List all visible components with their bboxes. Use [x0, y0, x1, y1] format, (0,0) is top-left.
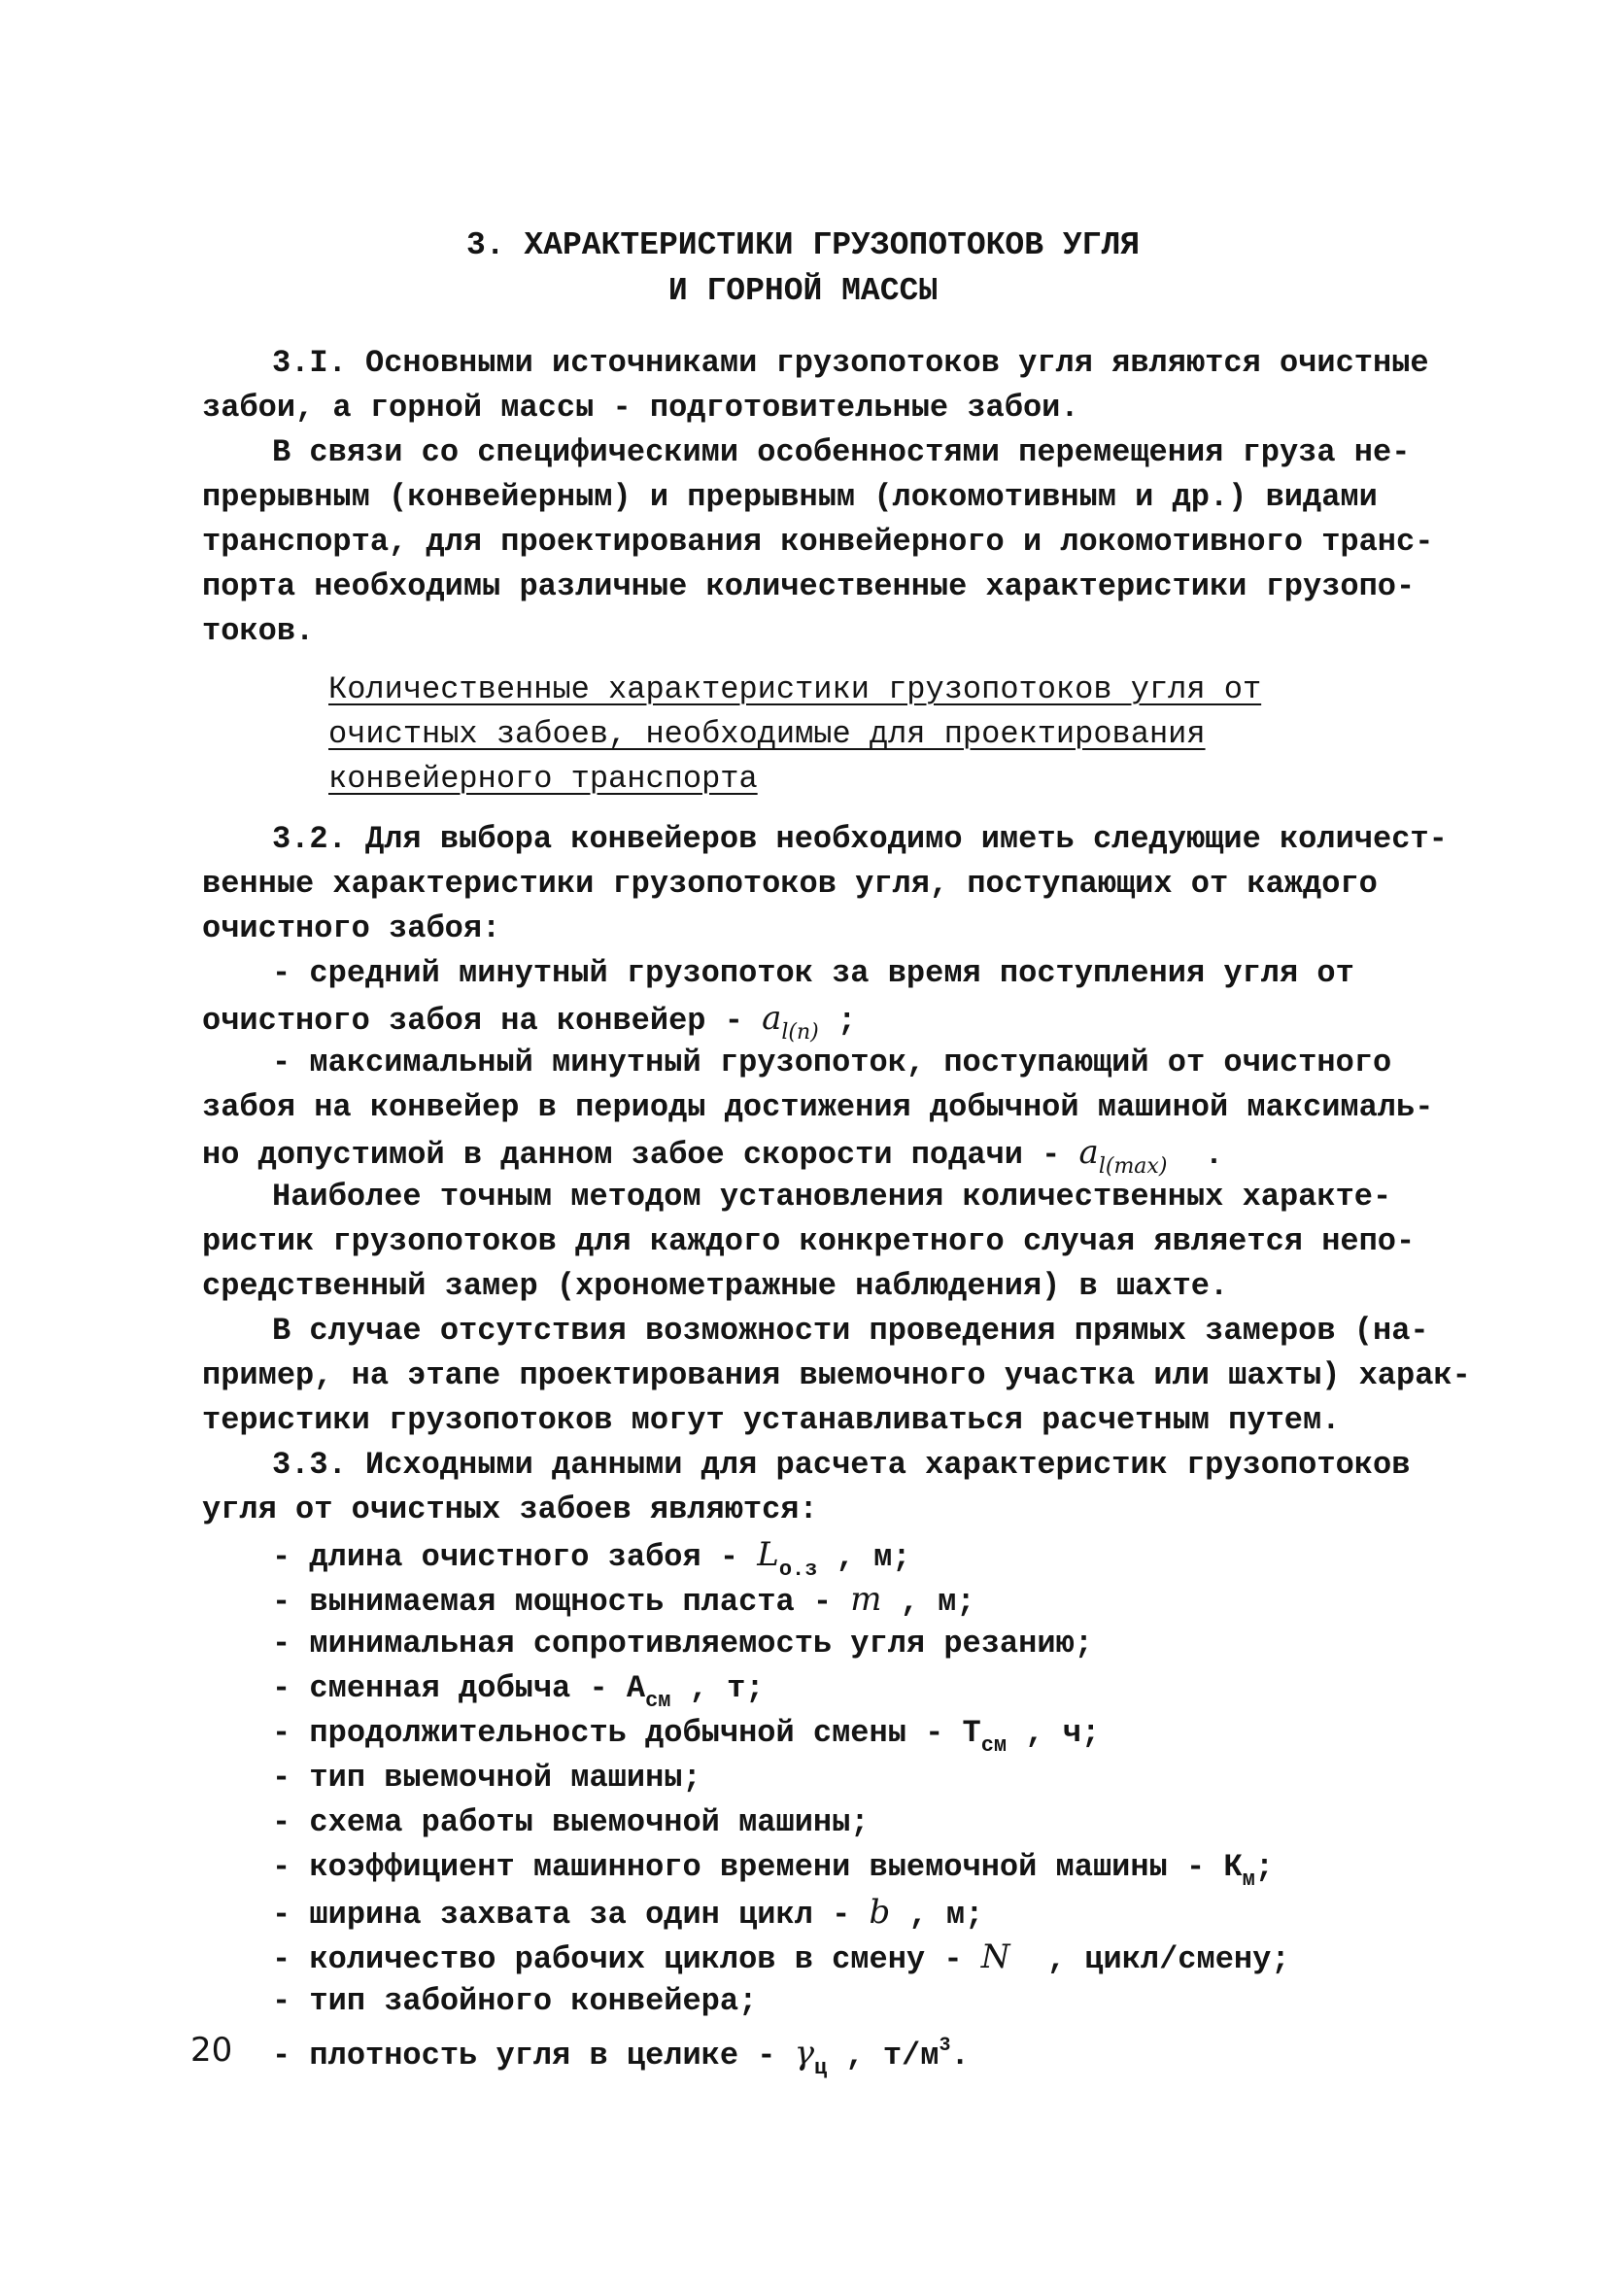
max-flow-line-3: но допустимой в данном забое скорости подачи - $a_{l(max)}$ . [202, 1133, 1224, 1179]
list-item-face-length: - длина очистного забоя - $L_{о.з}$ , м; [272, 1535, 911, 1582]
section-title-line-2: И ГОРНОЙ МАССЫ [667, 273, 939, 309]
density-symbol: γ [794, 2034, 815, 2073]
paragraph-3-3-line-1: 3.3. Исходными данными для расчета характеристик грузопотоков [272, 1447, 1411, 1483]
section-title-line-1: 3. ХАРАКТЕРИСТИКИ ГРУЗОПОТОКОВ УГЛЯ [465, 227, 1141, 263]
paragraph-3-2-line-2: венные характеристики грузопотоков угля, поступающих от каждого [202, 866, 1378, 902]
paragraph-transport-line-1: В связи со специфическими особенностями перемещения груза не- [272, 434, 1411, 470]
paragraph-absence-line-1: В случае отсутствия возможности проведения прямых замеров (на- [272, 1313, 1429, 1349]
paragraph-absence-line-3: теристики грузопотоков могут устанавливаться расчетным путем. [202, 1402, 1341, 1438]
list-item-machine-scheme: - схема работы выемочной машины; [272, 1804, 870, 1840]
average-flow-symbol: a [762, 999, 782, 1038]
list-item-coal-density: - плотность угля в целике - $\gamma_ц$ , $т/м^3$. [272, 2034, 970, 2080]
paragraph-3-2-line-3: очистного забоя: [202, 910, 501, 946]
list-item-cutting-resistance: - минимальная сопротивляемость угля резанию; [272, 1626, 1093, 1662]
max-flow-line-1: - максимальный минутный грузопоток, поступающий от очистного [272, 1045, 1392, 1080]
list-item-face-conveyor-type: - тип забойного конвейера; [272, 1983, 758, 2019]
average-flow-line-2: очистного забоя на конвейер - $a_{l(n)}$ ; [202, 999, 857, 1045]
paragraph-absence-line-2: пример, на этапе проектирования выемочного участка или шахты) харак- [202, 1357, 1471, 1393]
cut-width-symbol: b [869, 1893, 891, 1932]
paragraph-transport-line-2: прерывным (конвейерным) и прерывным (локомотивным и др.) видами [202, 479, 1378, 515]
paragraph-transport-line-3: транспорта, для проектирования конвейерного и локомотивного транс- [202, 524, 1434, 560]
max-flow-symbol: a [1078, 1133, 1099, 1172]
list-item-seam-thickness: - вынимаемая мощность пласта - m , м; [272, 1580, 975, 1620]
paragraph-3-2-line-1: 3.2. Для выбора конвейеров необходимо иметь следующие количест- [272, 821, 1448, 857]
max-flow-line-2: забоя на конвейер в периоды достижения добычной машиной максималь- [202, 1089, 1434, 1125]
subheading-line-2: очистных забоев, необходимые для проектирования [328, 716, 1206, 752]
page-number: 20 [190, 2031, 233, 2070]
seam-thickness-symbol: m [850, 1580, 882, 1619]
subheading-line-1: Количественные характеристики грузопотоков угля от [328, 671, 1262, 707]
list-item-cycles-per-shift: - количество рабочих циклов в смену - N , цикл/смену; [272, 1937, 1290, 1977]
cycles-symbol: N [980, 1937, 1010, 1976]
subheading-line-3: конвейерного транспорта [328, 761, 758, 797]
paragraph-3-1-line-1: 3.I. Основными источниками грузопотоков угля являются очистные [272, 345, 1429, 381]
paragraph-transport-line-4: порта необходимы различные количественные характеристики грузопо- [202, 568, 1416, 604]
paragraph-3-1-line-2: забои, а горной массы - подготовительные забои. [202, 390, 1079, 426]
list-item-machine-type: - тип выемочной машины; [272, 1760, 701, 1796]
paragraph-transport-line-5: токов. [202, 613, 315, 649]
paragraph-accurate-line-2: ристик грузопотоков для каждого конкретного случая является непо- [202, 1223, 1416, 1259]
paragraph-accurate-line-1: Наиболее точным методом установления количественных характе- [272, 1179, 1392, 1215]
list-item-cut-width: - ширина захвата за один цикл - b , м; [272, 1893, 984, 1933]
list-item-shift-output: - сменная добыча - $А_{см}$ , т; [272, 1670, 765, 1713]
paragraph-3-3-line-2: угля от очистных забоев являются: [202, 1491, 818, 1527]
average-flow-line-1: - средний минутный грузопоток за время поступления угля от [272, 955, 1354, 991]
list-item-shift-duration: - продолжительность добычной смены - $Т_{см}$ , ч; [272, 1715, 1101, 1758]
face-length-symbol: L [757, 1535, 779, 1574]
list-item-machine-time-coefficient: - коэффициент машинного времени выемочной машины - $К_м$; [272, 1849, 1274, 1892]
paragraph-accurate-line-3: средственный замер (хронометражные наблюдения) в шахте. [202, 1268, 1229, 1304]
